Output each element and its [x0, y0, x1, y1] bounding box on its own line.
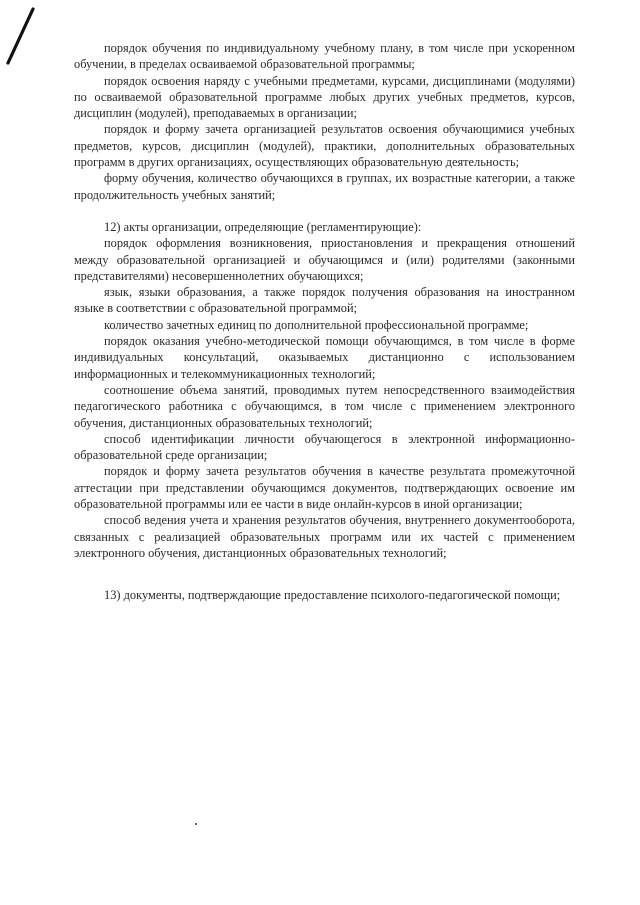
spacer [74, 561, 575, 574]
spacer [74, 203, 575, 219]
paragraph-mastering-order: порядок освоения наряду с учебными предметами, курсами, дисциплинами (модулями) по осваиваемой образовательной программе любых других учебных предметов, курсов, дисциплин (модулей), преподаваемых в организации; [74, 73, 575, 121]
spacer [74, 574, 575, 587]
paragraph-volume-ratio: соотношение объема занятий, проводимых путем непосредственного взаимодействия педагогического работника с обучающимся, в том числе с применением электронного обучения, дистанционных образовательных технологий; [74, 382, 575, 430]
section-12-heading: 12) акты организации, определяющие (регламентирующие): [104, 219, 422, 234]
stray-dot [195, 823, 197, 825]
paragraph-relations-order: порядок оформления возникновения, приостановления и прекращения отношений между образовательной организацией и обучающимся и (или) родителями (законными представителями) несовершеннолетних обучающихся; [74, 236, 575, 283]
paragraph-individual-plan: порядок обучения по индивидуальному учебному плану, в том числе при ускоренном обучении, в пределах осваиваемой образовательной программы; [74, 41, 575, 72]
paragraph-language: язык, языки образования, а также порядок получения образования на иностранном языке в соответствии с образовательной программой; [74, 285, 575, 316]
paragraph-methodical-help: порядок оказания учебно-методической помощи обучающимся, в том числе в форме индивидуальных консультаций, оказываемых дистанционно с использованием информационных и телекоммуникационных технологий; [74, 334, 575, 381]
paragraph-identification: способ идентификации личности обучающегося в электронной информационно-образовательной среде организации; [74, 431, 575, 463]
paragraph-interim-attestation: порядок и форму зачета результатов обучения в качестве результата промежуточной аттестации при представлении обучающимся документов, подтверждающих освоение им образовательной программы или ее части в виде онлайн-курсов в иной организации; [74, 464, 575, 512]
document-body [74, 40, 575, 604]
paragraph-records-keeping: способ ведения учета и хранения результатов обучения, внутреннего документооборота, связанных с реализацией образовательных программ или их частей с применением электронного обучения, дистанционных образовательных технологий; [74, 513, 575, 560]
paragraph-credit-units: количество зачетных единиц по дополнительной профессиональной программе; [104, 317, 529, 332]
pen-stroke-mark [0, 0, 40, 80]
paragraph-study-form: форму обучения, количество обучающихся в группах, их возрастные категории, а также продолжительность учебных занятий; [74, 171, 575, 202]
paragraph-credit-order: порядок и форму зачета организацией результатов освоения обучающимися учебных предметов, курсов, дисциплин (модулей), практики, дополнительных образовательных программ в других организациях, осуществляющих образовательную деятельность; [74, 122, 575, 170]
section-13-text: 13) документы, подтверждающие предоставление психолого-педагогической помощи; [104, 588, 561, 603]
